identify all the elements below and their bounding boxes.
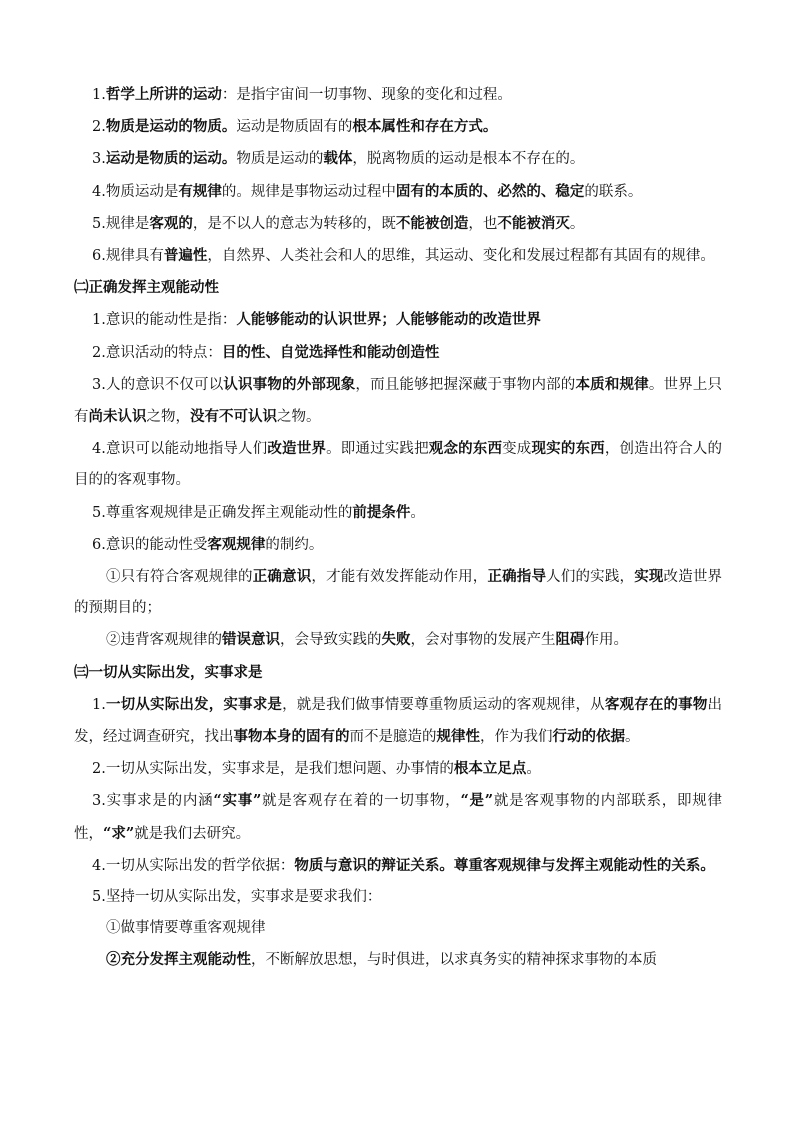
bold-text: 客观存在的事物	[604, 695, 708, 713]
bold-text: 行动的依据	[552, 728, 625, 746]
text: ②违背客观规律的	[106, 632, 222, 649]
text: 5.规律是	[92, 215, 150, 232]
text: 人们的实践，	[546, 569, 635, 586]
text: 4.意识可以能动地指导人们	[92, 441, 268, 458]
bold-text: 客观规律	[207, 535, 266, 553]
text: ①做事情要尊重客观规律	[106, 920, 266, 937]
bold-text: 前提条件	[352, 503, 411, 521]
bold-text: 目的性、自觉选择性和能动创造性	[221, 343, 440, 361]
paragraph	[74, 369, 722, 433]
text: 1.	[92, 87, 106, 103]
text: 就是客观存在着的一切事物，	[261, 793, 461, 810]
text: 1.意识的能动性是指：	[92, 312, 237, 329]
paragraph	[74, 561, 722, 624]
paragraph	[74, 689, 722, 753]
bold-text: 根本属性和存在方式。	[352, 118, 498, 136]
bold-text: 尚未认识	[88, 408, 147, 426]
bold-text: 载体	[323, 150, 353, 168]
paragraph	[74, 79, 722, 111]
text: 之物，	[146, 409, 190, 426]
text: 物质是运动的	[236, 151, 324, 168]
bold-text: 有规律	[178, 182, 222, 200]
text: 出发，经过调查研究，找出	[74, 696, 723, 746]
bold-text: 失败	[381, 631, 411, 649]
text: 6.意识的能动性受	[92, 536, 208, 553]
text: ，作为我们	[480, 729, 553, 746]
bold-text: 正确指导	[487, 568, 547, 586]
bold-text: 一切从实际出发，实事求是	[105, 695, 283, 713]
bold-text: 普遍性	[163, 247, 208, 265]
text: ，才能有效发挥能动作用，	[311, 569, 488, 586]
paragraph	[74, 176, 722, 208]
text: 5.尊重客观规律是正确发挥主观能动性的	[92, 504, 353, 521]
text: ，不断解放思想，与时俱进，以求真务实的精神探求事物的本质	[251, 952, 657, 969]
bold-text: 事物本身的固有的	[233, 728, 350, 746]
bold-text: 根本立足点	[453, 760, 527, 778]
paragraph	[74, 111, 722, 143]
paragraph	[74, 497, 722, 529]
text: ：是指宇宙间一切事物、现象的变化和过程。	[221, 87, 512, 103]
bold-text: 实现	[634, 568, 664, 586]
bold-text: “求”	[103, 824, 135, 842]
bold-text: 观念的东西	[428, 440, 503, 458]
bold-text: ㈡正确发挥主观能动性	[74, 279, 219, 297]
paragraph	[74, 529, 722, 561]
paragraph	[74, 272, 722, 304]
text: 5.坚持一切从实际出发，实事求是要求我们：	[92, 889, 382, 906]
text: 。	[526, 761, 541, 778]
bold-text: 人能够能动的认识世界；人能够能动的改造世界	[236, 311, 541, 329]
bold-text: 阻碍	[555, 631, 585, 649]
text: 3.	[92, 151, 106, 168]
paragraph	[74, 240, 722, 272]
text: ①只有符合客观规律的	[106, 569, 253, 586]
document-body	[74, 79, 722, 977]
text: 6.规律具有	[92, 248, 164, 265]
paragraph	[74, 433, 722, 496]
text: ，会对事物的发展产生	[410, 632, 556, 649]
bold-text: “实事”	[213, 792, 262, 810]
text: 的。规律是事物运动过程中	[221, 183, 396, 200]
text: 运动是物质固有的	[236, 119, 353, 136]
text: 2.	[92, 119, 106, 136]
bold-text: 规律性	[436, 728, 480, 746]
text: 的联系。	[584, 183, 643, 200]
text: 作用。	[584, 632, 628, 649]
paragraph	[74, 624, 722, 656]
bold-text: 物质是运动的物质。	[105, 118, 237, 136]
text: 4.一切从实际出发的哲学依据：	[92, 857, 295, 874]
text: ，是不以人的意志为转移的，既	[192, 215, 396, 232]
bold-text: ②充分发挥主观能动性	[106, 951, 251, 969]
bold-text: “是”	[460, 792, 494, 810]
text: 。即通过实践把	[326, 441, 429, 458]
text: 。	[625, 729, 640, 746]
bold-text: 错误意识	[222, 631, 280, 649]
text: ，而且能够把握深藏于事物内部的	[355, 376, 576, 393]
text: ，脱离物质的运动是根本不存在的。	[352, 151, 585, 168]
paragraph	[74, 882, 722, 913]
paragraph	[74, 850, 722, 882]
text: 2.意识活动的特点：	[92, 344, 222, 361]
bold-text: 哲学上所讲的运动	[105, 86, 222, 103]
text: 3.实事求是的内涵	[92, 793, 214, 810]
paragraph	[74, 657, 722, 689]
bold-text: ㈢一切从实际出发，实事求是	[74, 663, 263, 681]
text: 变成	[502, 441, 532, 458]
text: 而不是臆造的	[349, 729, 437, 746]
text: 就是客观事物的内部联系，即规律性，	[74, 793, 722, 842]
paragraph	[74, 337, 722, 369]
bold-text: 运动是物质的运动。	[105, 150, 237, 168]
paragraph	[74, 304, 722, 336]
text: ，就是我们做事情要尊重物质运动的客观规律，从	[282, 696, 605, 713]
bold-text: 不能被创造	[395, 214, 469, 232]
bold-text: 固有的本质的、必然的、稳定	[395, 182, 585, 200]
text: 2.一切从实际出发，实事求是，是我们想问题、办事情的	[92, 761, 454, 778]
bold-text: 正确意识	[252, 568, 312, 586]
text: ，创造出符合人的目的的客观事物。	[74, 441, 723, 489]
text: 之物。	[277, 409, 321, 426]
text: 就是我们去研究。	[134, 825, 251, 842]
bold-text: 改造世界	[267, 440, 327, 458]
text: 。	[569, 215, 585, 232]
text: 1.	[92, 696, 106, 713]
bold-text: 没有不可认识	[190, 408, 277, 426]
paragraph	[74, 143, 722, 175]
text: 4.物质运动是	[92, 183, 179, 200]
bold-text: 不能被消灭	[497, 214, 570, 232]
bold-text: 客观的	[149, 214, 193, 232]
paragraph	[74, 753, 722, 785]
bold-text: 本质和规律	[575, 375, 649, 393]
text: ，也	[468, 215, 498, 232]
paragraph	[74, 208, 722, 240]
text: ，自然界、人类社会和人的思维，其运动、变化和发展过程都有其固有的规律。	[207, 248, 715, 265]
text: 改造世界的预期目的；	[74, 569, 723, 617]
paragraph	[74, 785, 722, 849]
text: 。	[410, 504, 425, 521]
text: 。世界上只有	[74, 376, 723, 426]
bold-text: 现实的东西	[531, 440, 605, 458]
text: ，会导致实践的	[280, 632, 382, 649]
bold-text: 认识事物的外部现象	[223, 375, 356, 393]
text: 3.人的意识不仅可以	[92, 376, 224, 393]
text: 的制约。	[265, 536, 324, 553]
bold-text: 物质与意识的辩证关系。尊重客观规律与发挥主观能动性的关系。	[294, 856, 715, 874]
paragraph	[74, 913, 722, 944]
paragraph	[74, 944, 722, 976]
